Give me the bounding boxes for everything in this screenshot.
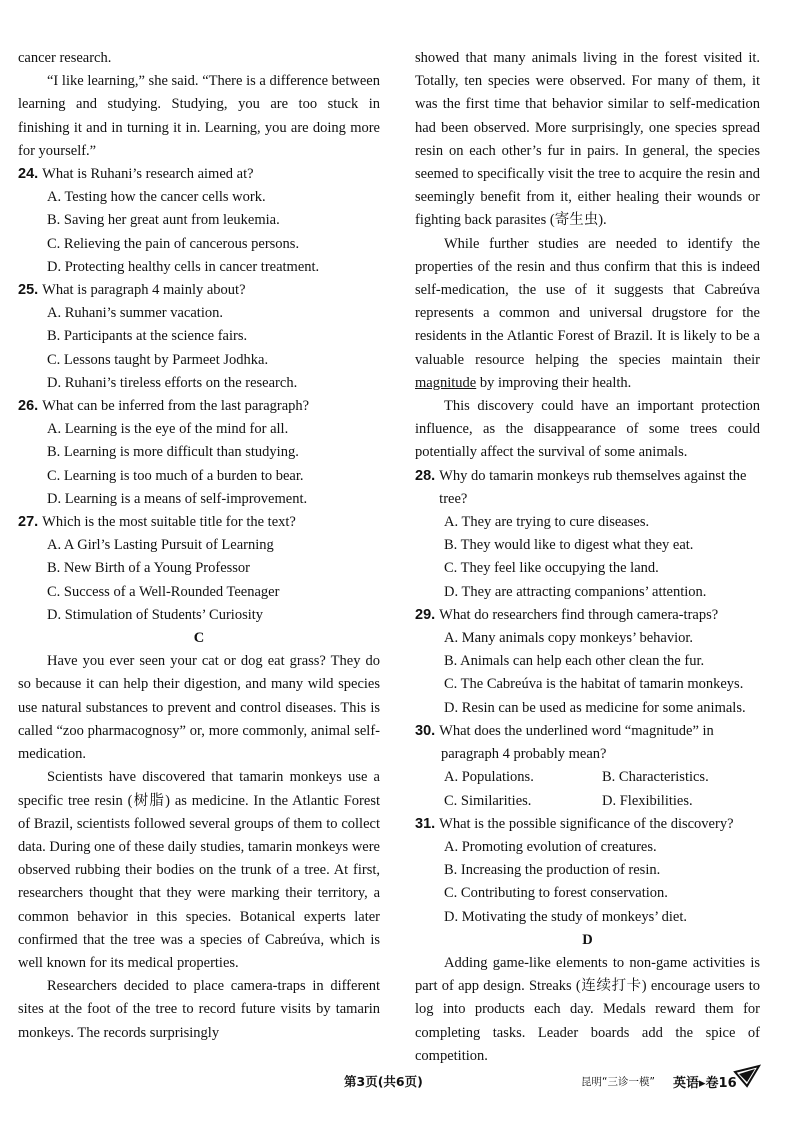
- option-c: C. Contributing to forest conservation.: [444, 885, 668, 902]
- question-stem-continued: paragraph 4 probably mean?: [441, 746, 607, 763]
- paragraph-4-text-end: by improving their health.: [476, 374, 632, 391]
- question-stem: What does the underlined word “magnitude” in: [439, 722, 714, 739]
- question-stem: Why do tamarin monkeys rub themselves against the tree?: [439, 467, 747, 507]
- option-b: B. They would like to digest what they eat.: [444, 537, 694, 554]
- page-number: 第3页(共6页): [344, 1074, 423, 1089]
- option-b: B. Increasing the production of resin.: [444, 862, 661, 879]
- subject-label: 英语▸卷16: [673, 1076, 737, 1091]
- right-column: [415, 47, 760, 1068]
- option-a: A. They are trying to cure diseases.: [444, 514, 650, 531]
- option-c: C. Success of a Well-Rounded Teenager: [47, 583, 280, 600]
- page-footer: [0, 1072, 800, 1098]
- option-d: D. Motivating the study of monkeys’ diet.: [444, 908, 687, 925]
- option-b: B. Learning is more difficult than studying.: [47, 444, 299, 461]
- option-a: A. Ruhani’s summer vacation.: [47, 305, 223, 322]
- question-29: [415, 604, 760, 720]
- passage-d-paragraph-1: Adding game-like elements to non-game activities is part of app design. Streaks (连续打卡) encourage users to log into products each day. Medals reward them for completing tasks. Leader boards add the spice of competition.: [415, 954, 760, 1064]
- option-d: D. Protecting healthy cells in cancer treatment.: [47, 258, 320, 275]
- section-d-heading: D: [582, 931, 593, 948]
- option-b: B. New Birth of a Young Professor: [47, 560, 250, 577]
- option-b: B. Animals can help each other clean the fur.: [444, 653, 705, 670]
- question-number: 31.: [415, 815, 436, 832]
- question-25: [18, 279, 380, 395]
- option-c: C. Lessons taught by Parmeet Jodhka.: [47, 351, 269, 368]
- question-30: [415, 720, 760, 813]
- question-stem: What do researchers find through camera-traps?: [439, 606, 719, 623]
- option-a: A. Promoting evolution of creatures.: [444, 838, 657, 855]
- question-number: 25.: [18, 282, 39, 299]
- option-d: D. Stimulation of Students’ Curiosity: [47, 606, 264, 623]
- option-b: B. Participants at the science fairs.: [47, 328, 248, 345]
- option-c: C. They feel like occupying the land.: [444, 560, 659, 577]
- question-stem: What is the possible significance of the discovery?: [439, 815, 734, 832]
- option-a: A. Learning is the eye of the mind for all.: [47, 421, 289, 438]
- underlined-word: magnitude: [415, 374, 477, 391]
- option-d: D. They are attracting companions’ attention.: [444, 583, 707, 600]
- option-a: A. Many animals copy monkeys’ behavior.: [444, 630, 693, 647]
- option-d: D. Resin can be used as medicine for some animals.: [444, 699, 746, 716]
- question-number: 27.: [18, 514, 39, 531]
- question-number: 30.: [415, 722, 436, 739]
- question-31: [415, 813, 760, 929]
- question-number: 24.: [18, 166, 39, 183]
- option-a: A. Populations.: [444, 769, 534, 786]
- question-number: 26.: [18, 398, 39, 415]
- quote-paragraph: “I like learning,” she said. “There is a difference between learning and studying. Studying, you are too stuck in finishing it and in turning it in. Learning, you are doing more for yourself.”: [18, 73, 380, 159]
- question-stem: What is Ruhani’s research aimed at?: [42, 166, 254, 183]
- option-row: [415, 790, 760, 813]
- exam-source: 昆明“三诊一模”: [581, 1076, 655, 1088]
- option-b: B. Saving her great aunt from leukemia.: [47, 212, 280, 229]
- option-d: D. Flexibilities.: [602, 792, 693, 809]
- option-c: C. Relieving the pain of cancerous persons.: [47, 235, 300, 252]
- question-number: 29.: [415, 606, 436, 623]
- option-a: A. Testing how the cancer cells work.: [47, 189, 266, 206]
- option-a: A. A Girl’s Lasting Pursuit of Learning: [47, 537, 274, 554]
- publisher-logo-icon: [733, 1064, 761, 1090]
- option-c: C. Learning is too much of a burden to bear.: [47, 467, 304, 484]
- option-c: C. Similarities.: [444, 792, 532, 809]
- question-24: [18, 163, 380, 279]
- question-stem: Which is the most suitable title for the text?: [42, 514, 296, 531]
- passage-c-paragraph-5: This discovery could have an important protection influence, as the disappearance of some trees could potentially affect the survival of some animals.: [415, 398, 760, 461]
- section-c-heading: C: [193, 630, 205, 647]
- intro-tail: cancer research.: [18, 50, 112, 66]
- question-stem: What is paragraph 4 mainly about?: [42, 282, 246, 299]
- question-26: [18, 395, 380, 511]
- passage-c-paragraph-3: Researchers decided to place camera-traps in different sites at the foot of the tree to record future visits by tamarin monkeys. The records surprisingly: [18, 978, 380, 1041]
- passage-c-paragraph-3-continued: showed that many animals living in the forest visited it. Totally, ten species were observed. For many of them, it was the first time that behavior similar to self-medication had been observed. More surprisingly, one species spread resin on each other’s fur in pairs. In general, the species seemed to specifically visit the tree to acquire the resin and seemingly benefit from it, either healing their wounds or fighting back parasites (寄生虫).: [415, 50, 760, 229]
- passage-c-paragraph-2: Scientists have discovered that tamarin monkeys use a specific tree resin (树脂) as medicine. In the Atlantic Forest of Brazil, scientists followed several groups of them to collect data. During one of these daily studies, tamarin monkeys were observed rubbing their bodies on the trunk of a tree. At first, researchers thought that they were marking their territory, a common behavior in this species. Botanical experts later confirmed that the tree was a species of Cabreúva, which is well known for its medical properties.: [18, 769, 380, 971]
- option-d: D. Ruhani’s tireless efforts on the research.: [47, 374, 298, 391]
- option-row: [415, 766, 760, 789]
- left-column: [18, 47, 380, 1045]
- passage-c-paragraph-1: Have you ever seen your cat or dog eat grass? They do so because it can help their digestion, and many wild species use natural substances to prevent and control diseases. This is called “zoo pharmacognosy” or, more commonly, animal self-medication.: [18, 653, 380, 763]
- question-number: 28.: [415, 467, 436, 484]
- paragraph-4-text: While further studies are needed to identify the properties of the resin and thus confirm that this is indeed self-medication, the use of it suggests that Cabreúva represents a common and universal drugstore for the residents in the Atlantic Forest of Brazil. It is likely to be a valuable resource helping the species maintain their: [415, 235, 760, 368]
- passage-c-paragraph-4: [415, 233, 760, 395]
- option-d: D. Learning is a means of self-improvement.: [47, 490, 308, 507]
- question-28: [415, 465, 760, 604]
- option-b: B. Characteristics.: [602, 769, 709, 786]
- question-stem: What can be inferred from the last paragraph?: [42, 398, 310, 415]
- option-c: C. The Cabreúva is the habitat of tamarin monkeys.: [444, 676, 744, 693]
- question-27: [18, 511, 380, 627]
